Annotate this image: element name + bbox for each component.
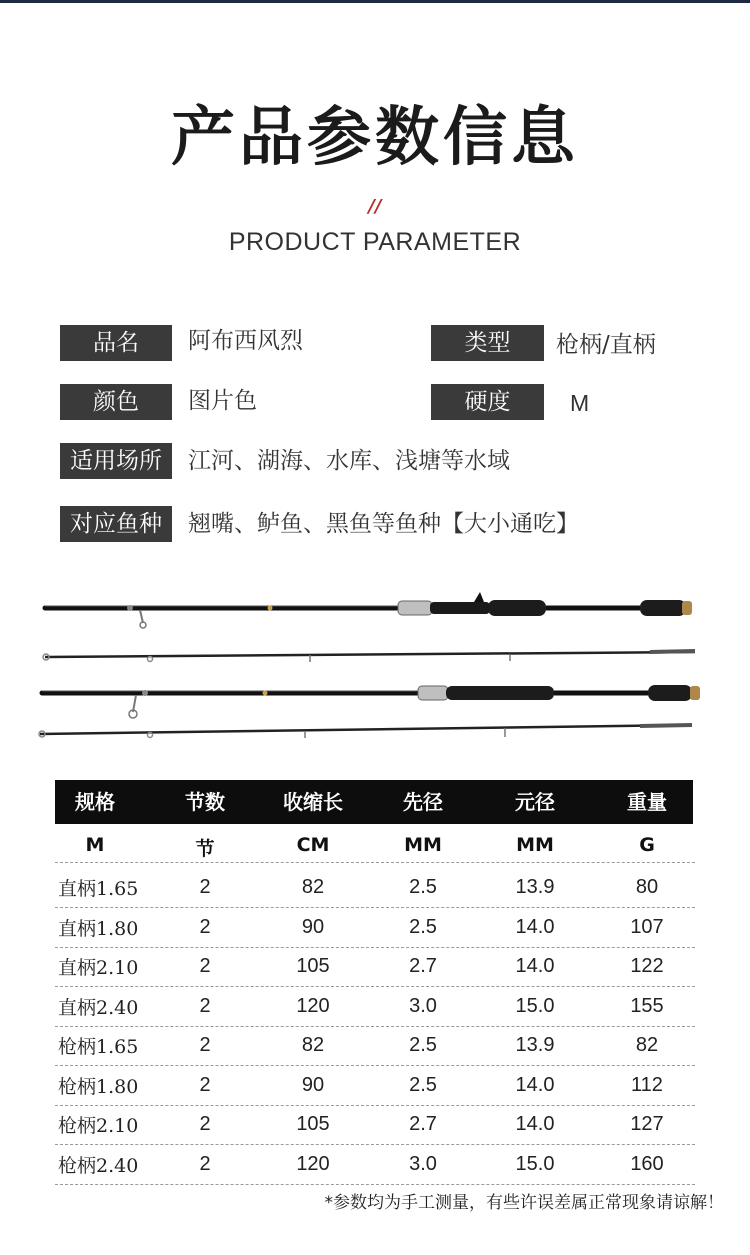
- spec-value-name: 阿布西风烈: [188, 328, 303, 354]
- header-weight: 重量: [627, 790, 667, 814]
- row-spec-name: 枪柄1.80: [58, 1075, 139, 1098]
- table-cell: 82: [301, 1034, 325, 1056]
- table-cell: 15.0: [515, 1152, 555, 1175]
- header-closed-length: 收缩长: [283, 790, 343, 814]
- table-cell: 112: [631, 1073, 663, 1096]
- row-spec-name: 枪柄2.10: [58, 1115, 139, 1137]
- header-sections: 节数: [185, 790, 225, 814]
- spec-label-hardness: 硬度: [431, 384, 544, 420]
- header-tip-diameter: 先径: [403, 790, 443, 814]
- row-divider: [55, 986, 695, 987]
- row-spec-name: 直柄2.10: [58, 957, 139, 979]
- table-cell: 105: [296, 955, 330, 977]
- table-cell: 122: [630, 955, 664, 977]
- table-cell: 107: [630, 915, 664, 938]
- table-cell: 15.0: [515, 994, 555, 1017]
- unit-butt-diameter: MM: [516, 834, 554, 856]
- row-spec-name: 枪柄1.65: [58, 1036, 139, 1058]
- table-cell: 14.0: [515, 1113, 555, 1135]
- spec-label-color: 颜色: [60, 384, 172, 420]
- spec-value-place: 江河、湖海、水库、浅塘等水域: [188, 448, 510, 474]
- unit-weight: G: [639, 834, 655, 856]
- row-divider: [55, 1105, 695, 1106]
- table-cell: 2: [199, 1073, 211, 1096]
- table-cell: 2: [199, 1113, 211, 1135]
- spec-label-fish: 对应鱼种: [60, 506, 172, 542]
- casting-rod-tip: [43, 651, 695, 662]
- casting-rod-butt: [45, 592, 692, 628]
- header-butt-diameter: 元径: [515, 790, 555, 814]
- title-divider: //: [368, 196, 382, 217]
- spec-label-type: 类型: [431, 325, 544, 361]
- table-cell: 120: [296, 1152, 330, 1175]
- table-cell: 105: [296, 1113, 330, 1135]
- table-cell: 2: [199, 994, 211, 1017]
- table-cell: 80: [635, 876, 659, 898]
- row-divider: [55, 1184, 695, 1185]
- table-header: [55, 780, 693, 824]
- measurement-note: *参数均为手工测量，有些许误差属正常现象请谅解！: [324, 1193, 724, 1213]
- row-divider: [55, 1026, 695, 1027]
- top-bar: [0, 0, 750, 3]
- table-cell: 120: [296, 994, 330, 1017]
- table-cell: 2.7: [409, 955, 437, 977]
- spinning-rod-butt: [42, 685, 700, 718]
- row-divider: [55, 947, 695, 948]
- table-cell: 155: [630, 994, 664, 1017]
- table-cell: 82: [301, 876, 325, 898]
- table-cell: 90: [301, 915, 325, 938]
- table-cell: 14.0: [515, 955, 555, 977]
- row-divider: [55, 862, 695, 863]
- spec-label-place: 适用场所: [60, 443, 172, 479]
- header-spec: 规格: [75, 790, 115, 814]
- table-cell: 2.5: [409, 1034, 437, 1056]
- table-cell: 127: [630, 1113, 664, 1135]
- row-spec-name: 枪柄2.40: [58, 1154, 139, 1177]
- table-cell: 14.0: [515, 915, 555, 938]
- table-cell: 3.0: [409, 1152, 437, 1175]
- row-spec-name: 直柄1.80: [58, 917, 139, 940]
- table-cell: 2.7: [409, 1113, 437, 1135]
- table-cell: 2: [199, 955, 211, 977]
- spec-value-type: 枪柄/直柄: [556, 332, 656, 358]
- table-cell: 2.5: [409, 915, 437, 938]
- spec-value-hardness: M: [570, 390, 590, 416]
- table-cell: 14.0: [515, 1073, 555, 1096]
- spec-value-color: 图片色: [188, 388, 257, 414]
- table-cell: 90: [301, 1073, 325, 1096]
- unit-sections: 节: [195, 838, 215, 860]
- spec-value-fish: 翘嘴、鲈鱼、黑鱼等鱼种【大小通吃】: [188, 511, 579, 537]
- table-cell: 2: [199, 1034, 211, 1056]
- row-spec-name: 直柄2.40: [58, 996, 139, 1019]
- table-cell: 3.0: [409, 994, 437, 1017]
- unit-tip-diameter: MM: [404, 834, 442, 856]
- table-cell: 2: [199, 876, 211, 898]
- page-title: 产品参数信息: [171, 101, 579, 175]
- table-cell: 2: [199, 1152, 211, 1175]
- spec-label-name: 品名: [60, 325, 172, 361]
- table-cell: 13.9: [515, 1034, 555, 1056]
- table-cell: 82: [635, 1034, 659, 1056]
- table-cell: 13.9: [515, 876, 555, 898]
- row-divider: [55, 907, 695, 908]
- spinning-rod-tip: [39, 725, 692, 738]
- row-divider: [55, 1065, 695, 1066]
- fishing-rods-image: [0, 585, 750, 750]
- unit-spec: M: [85, 834, 105, 856]
- table-cell: 2: [199, 915, 211, 938]
- row-spec-name: 直柄1.65: [58, 878, 139, 900]
- unit-closed-length: CM: [296, 834, 330, 856]
- table-cell: 160: [630, 1152, 664, 1175]
- table-cell: 2.5: [409, 876, 437, 898]
- table-cell: 2.5: [409, 1073, 437, 1096]
- page-subtitle: PRODUCT PARAMETER: [228, 228, 522, 256]
- row-divider: [55, 1144, 695, 1145]
